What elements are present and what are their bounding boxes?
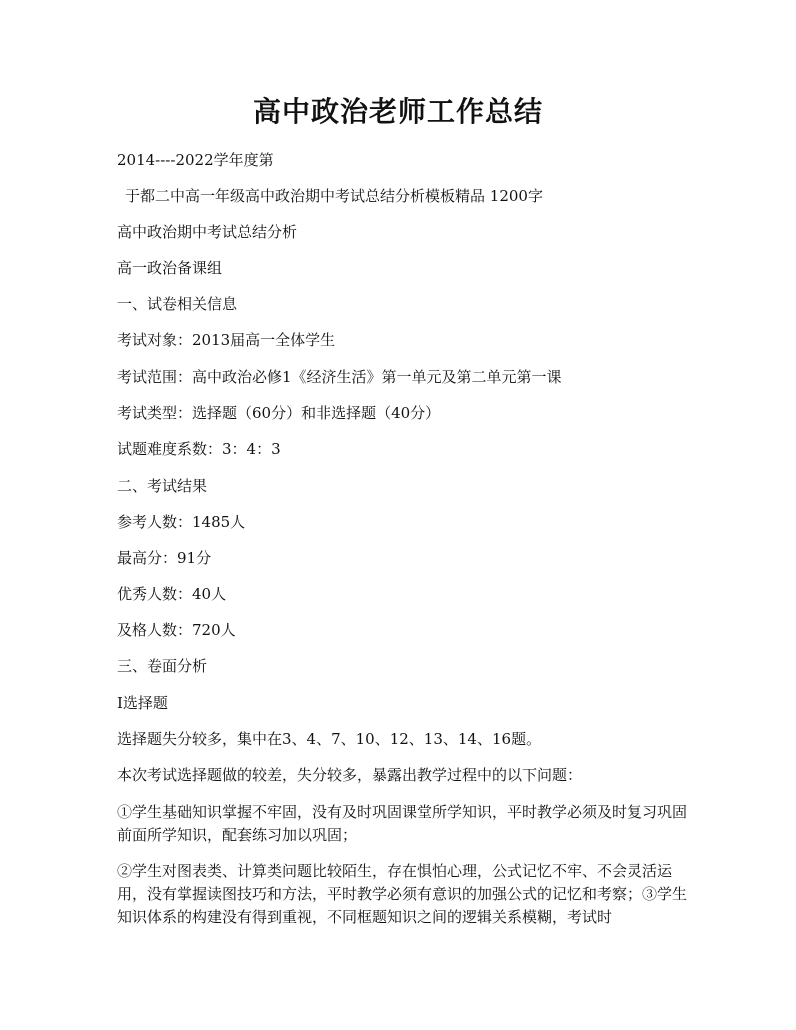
text-line: 于都二中高一年级高中政治期中考试总结分析模板精品 1200字 [125, 187, 543, 205]
text-line: 最高分：91分 [117, 549, 212, 567]
text-line: 参考人数：1485人 [117, 513, 246, 531]
text-line: 试题难度系数：3：4：3 [117, 440, 281, 458]
section-heading: 一、试卷相关信息 [117, 295, 238, 313]
section-heading: 三、卷面分析 [117, 657, 208, 675]
text-line: 考试范围：高中政治必修1《经济生活》第一单元及第二单元第一课 [117, 368, 562, 386]
paragraph: ②学生对图表类、计算类问题比较陌生，存在惧怕心理，公式记忆不牢、不会灵活运用，没有掌握读图技巧和方法，平时教学必须有意识的加强公式的记忆和考察；③学生知识体系的构建没有得到重视，不同框题知识之间的逻辑关系模糊，考试时 [117, 862, 688, 926]
text-line: 及格人数：720人 [117, 621, 236, 639]
text-line: 优秀人数：40人 [117, 585, 227, 603]
subsection-heading: Ⅰ选择题 [117, 694, 168, 712]
text-line: 2014----2022学年度第 [117, 151, 274, 169]
text-line: 选择题失分较多，集中在3、4、7、10、12、13、14、16题。 [117, 730, 542, 748]
text-line: 考试类型：选择题（60分）和非选择题（40分） [117, 404, 441, 422]
text-line: 高中政治期中考试总结分析 [117, 223, 298, 241]
text-line: 本次考试选择题做的较差，失分较多，暴露出教学过程中的以下问题： [117, 766, 583, 784]
document-title: 高中政治老师工作总结 [252, 95, 543, 128]
text-line: 高一政治备课组 [117, 259, 223, 277]
text-line: 考试对象：2013届高一全体学生 [117, 331, 336, 349]
section-heading: 二、考试结果 [117, 477, 208, 495]
paragraph: ①学生基础知识掌握不牢固，没有及时巩固课堂所学知识，平时教学必须及时复习巩固前面所学知识，配套练习加以巩固； [117, 803, 688, 844]
